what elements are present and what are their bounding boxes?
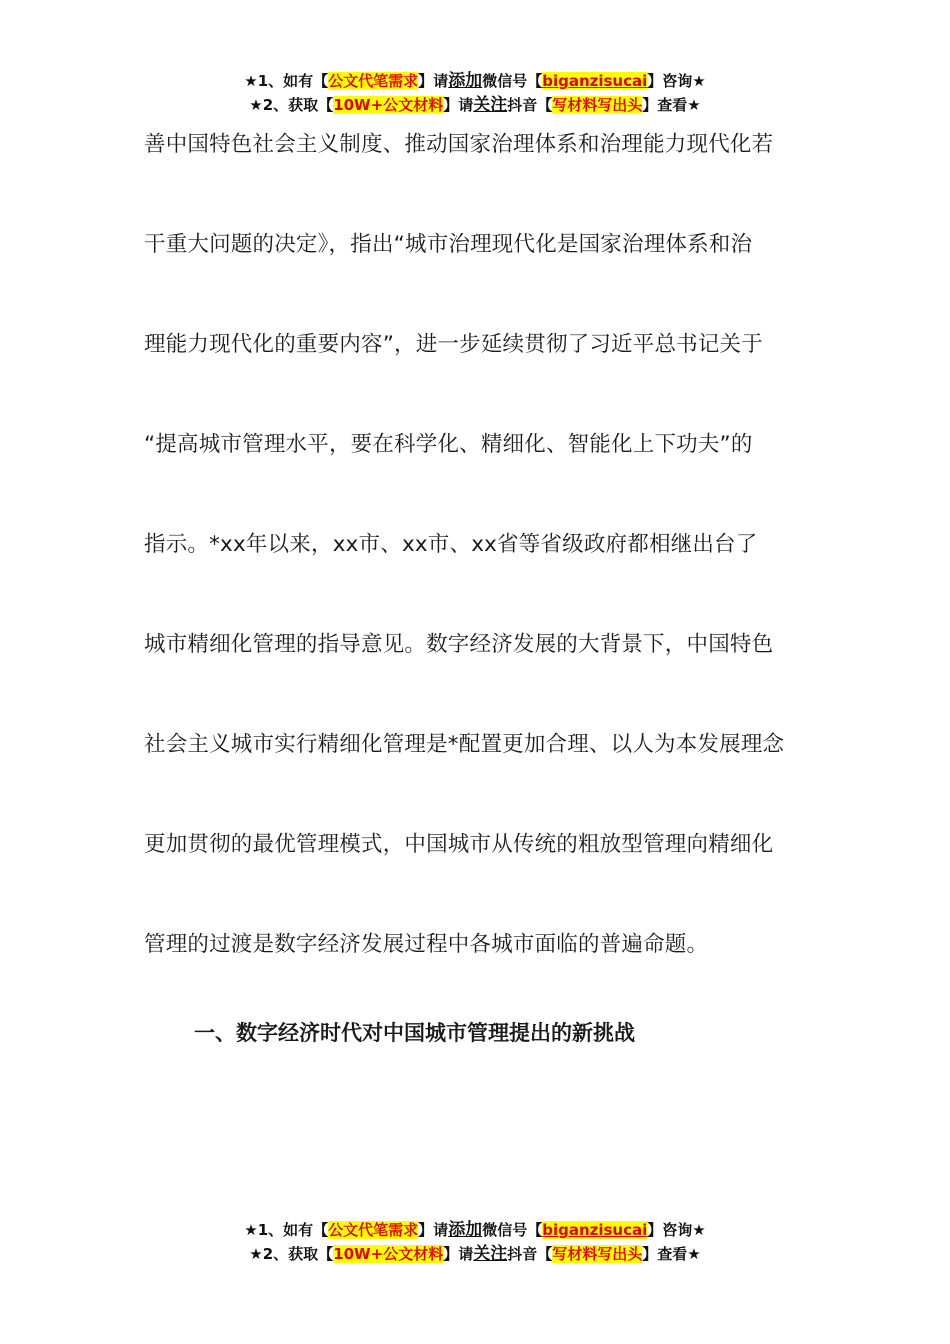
banner-text: 】咨询★ [647,72,706,90]
banner-text: ★2、获取【 [249,96,334,114]
follow-emphasis: 关注 [473,95,508,115]
body-line: 指示。*xx年以来，xx市、xx市、xx省等省级政府都相继出台了 [144,532,758,557]
materials-highlight: 10W+公文材料 [333,1245,444,1263]
banner-text: 】请 [418,72,449,90]
body-line: “提高城市管理水平，要在科学化、精细化、智能化上下功夫”的 [144,432,753,457]
footer-banner [0,1218,950,1266]
footer-banner-line-2 [0,1242,950,1266]
body-line: 更加贯彻的最优管理模式，中国城市从传统的粗放型管理向精细化 [144,832,774,857]
banner-text: 抖音【 [507,1245,553,1263]
body-line: 城市精细化管理的指导意见。数字经济发展的大背景下，中国特色 [144,632,774,657]
section-heading: 一、数字经济时代对中国城市管理提出的新挑战 [194,1021,635,1045]
materials-highlight: 10W+公文材料 [333,96,444,114]
ghostwriting-highlight: 公文代笔需求 [328,1221,419,1239]
banner-text: 】查看★ [642,1245,701,1263]
body-line: 善中国特色社会主义制度、推动国家治理体系和治理能力现代化若 [144,132,774,157]
header-banner-line-2 [0,93,950,117]
header-banner-line-1 [0,69,950,93]
banner-text: 】请 [443,96,474,114]
banner-text: 微信号【 [482,72,543,90]
add-emphasis: 添加 [448,71,483,91]
footer-banner-line-1 [0,1218,950,1242]
douyin-account-highlight: 写材料写出头 [552,96,643,114]
banner-text: ★2、获取【 [249,1245,334,1263]
banner-text: 】请 [418,1221,449,1239]
add-emphasis: 添加 [448,1220,483,1240]
header-banner [0,69,950,117]
banner-text: 微信号【 [482,1221,543,1239]
ghostwriting-highlight: 公文代笔需求 [328,72,419,90]
wechat-id-link[interactable]: biganzisucai [542,1221,648,1239]
body-line: 干重大问题的决定》，指出“城市治理现代化是国家治理体系和治 [144,232,753,257]
follow-emphasis: 关注 [473,1244,508,1264]
wechat-id-link[interactable]: biganzisucai [542,72,648,90]
body-line: 管理的过渡是数字经济发展过程中各城市面临的普遍命题。 [144,932,709,957]
banner-text: 】查看★ [642,96,701,114]
banner-text: 抖音【 [507,96,553,114]
banner-text: 】咨询★ [647,1221,706,1239]
banner-text: ★1、如有【 [244,72,329,90]
banner-text: 】请 [443,1245,474,1263]
douyin-account-highlight: 写材料写出头 [552,1245,643,1263]
banner-text: ★1、如有【 [244,1221,329,1239]
body-line: 社会主义城市实行精细化管理是*配置更加合理、以人为本发展理念 [144,732,785,757]
document-body [144,125,806,1025]
body-line: 理能力现代化的重要内容”，进一步延续贯彻了习近平总书记关于 [144,332,763,357]
